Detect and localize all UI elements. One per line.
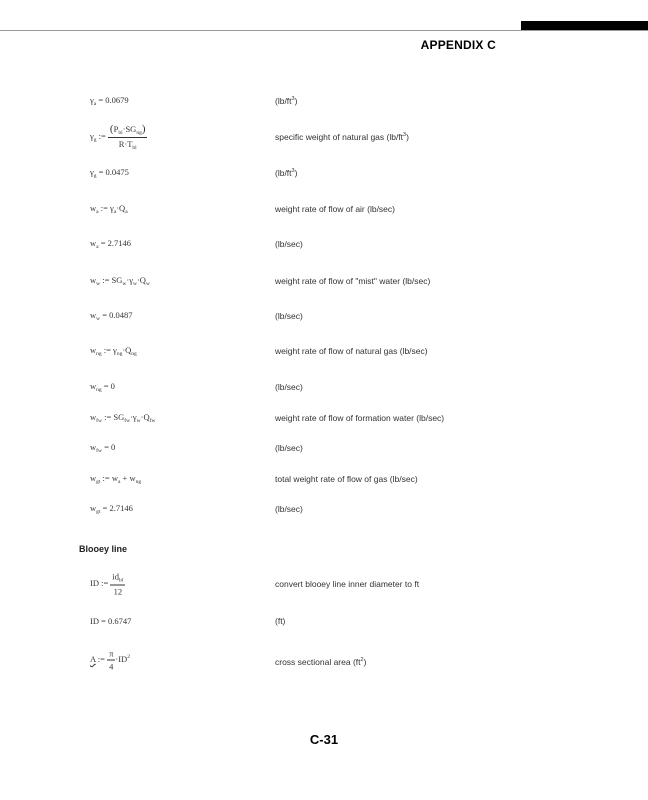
fraction: $\frac{(P_{bl}\cdot SG_{ng})}{R\cdot T_{bl}}$ [109, 123, 146, 151]
desc-ww-value: (lb/sec) [275, 311, 303, 321]
equation-gamma-a: $\gamma_a = 0.0679$ [90, 95, 129, 107]
page-number: C-31 [309, 732, 339, 747]
desc-wa-value: (lb/sec) [275, 239, 303, 249]
equation-wa-value: $w_a = 2.7146$ [90, 238, 132, 250]
desc-gamma-g-value: $(lb/ft^3)$ [275, 168, 298, 178]
desc-gamma-g-def: specific weight of natural gas $(lb/ft^3)$ [275, 132, 409, 142]
equation-gamma-g-value: $\gamma_g = 0.0475$ [90, 167, 129, 179]
desc-area-def: cross sectional area $(ft^2)$ [275, 657, 367, 667]
header-black-bar [521, 21, 648, 30]
equation-id-def: ID := $\frac{id_{bl}}{12}$ [90, 571, 124, 597]
section-title-blooey-line: Blooey line [79, 544, 128, 554]
equation-gamma-g-def: $\gamma_g$ := $\frac{(P_{bl}\cdot SG_{ng})}{R\cdot T_{bl}}$ [90, 123, 146, 151]
desc-wgt-value: (lb/sec) [275, 504, 303, 514]
desc-id-def: convert blooey line inner diameter to ft [275, 579, 420, 589]
desc-wng-def: weight rate of flow of natural gas (lb/sec) [275, 346, 428, 356]
equation-wgt-def: $w_{gt}$ := $w_a + w_{ng}$ [90, 473, 142, 485]
equation-wa-def: $w_a$ := $\gamma_a\cdot Q_a$ [90, 203, 128, 215]
equation-ww-def: $w_w$ := $SG_w\cdot\gamma_w\cdot Q_w$ [90, 275, 150, 287]
equation-wfw-def: $w_{fw}$ := $SG_{fw}\cdot\gamma_w\cdot Q_{fw}$ [90, 412, 156, 424]
equation-id-value: ID = 0.6747 [90, 616, 132, 626]
desc-ww-def: weight rate of flow of "mist" water (lb/sec) [275, 276, 431, 286]
desc-wa-def: weight rate of flow of air (lb/sec) [275, 204, 395, 214]
fraction: $\frac{\pi}{4}$ [109, 648, 114, 672]
equation-ww-value: $w_w = 0.0487$ [90, 310, 133, 322]
desc-wng-value: (lb/sec) [275, 382, 303, 392]
equation-area-def: A := $\frac{\pi}{4}$ $\cdot ID^2$ [90, 648, 130, 672]
desc-wfw-def: weight rate of flow of formation water (lb/sec) [275, 413, 445, 423]
desc-wfw-value: (lb/sec) [275, 443, 303, 453]
equation-wgt-value: $w_{gt} = 2.7146$ [90, 503, 133, 515]
equation-wng-def: $w_{ng}$ := $\gamma_{ng}\cdot Q_{ng}$ [90, 345, 137, 357]
equation-wng-value: $w_{ng} = 0$ [90, 381, 115, 393]
fraction: $\frac{id_{bl}}{12}$ [112, 571, 124, 597]
appendix-title: APPENDIX C [420, 38, 496, 52]
equation-wfw-value: $w_{fw} = 0$ [90, 442, 116, 454]
desc-wgt-def: total weight rate of flow of gas (lb/sec) [275, 474, 418, 484]
desc-id-value: (ft) [275, 616, 286, 626]
desc-gamma-a: $(lb/ft^3)$ [275, 96, 298, 106]
header-rule [0, 30, 648, 31]
